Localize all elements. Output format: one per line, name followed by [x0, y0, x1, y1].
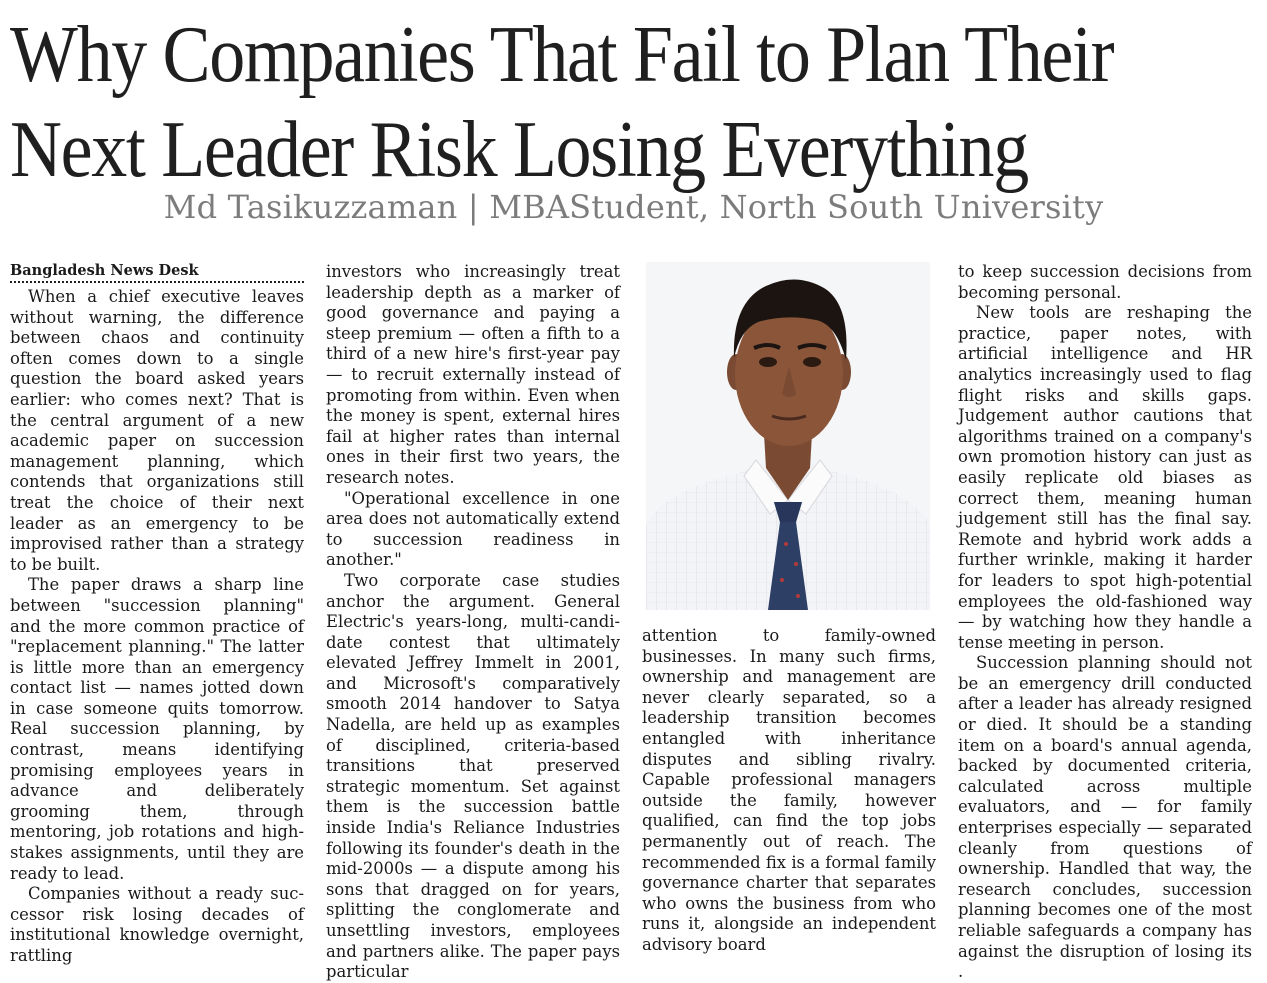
headline-line-2: Next Leader Risk Losing Everything — [10, 106, 1028, 194]
headline-line-1: Why Companies That Fail to Plan Their — [10, 11, 1114, 99]
article-headline — [10, 8, 1135, 198]
author-photo — [646, 262, 930, 610]
paragraph: Companies without a ready successor risk losing decades of institutional knowledge overnight, rattling — [10, 884, 304, 965]
paragraph: New tools are reshaping the practice, paper notes, with artificial intelligence and HR analytics increasingly used to flag flight risks and skills gaps. Judgement author cautions that algorithms trained on a company's own promotion history can just as easily replicate old biases as correct them, meaning human judgement still has the final say. Remote and hybrid work adds a further wrinkle, making it harder for leaders to spot high-potential employees the old-fashioned way — by watching how they handle a tense meeting in person. — [958, 303, 1252, 652]
paragraph: investors who increasingly treat leadership depth as a marker of good governance and paying a steep premium — often a fifth to a third of a new hire's first-year pay — to recruit externally instead of promoting from within. Even when the money is spent, external hires fail at higher rates than internal ones in their first two years, the research notes. — [326, 262, 620, 487]
paragraph: to keep succession decisions from becoming personal. — [958, 262, 1252, 302]
article-column-2 — [326, 262, 620, 983]
article-column-1 — [10, 262, 304, 967]
pull-quote: "Operational excellence in one area does not automatically extend to succession readiness in another." — [326, 488, 620, 570]
article-column-3 — [642, 626, 936, 956]
paragraph: Succession planning should not be an emergency drill conducted after a leader has already resigned or died. It should be a standing item on a board's annual agenda, backed by documented criteria, calculated across multiple evaluators, and — for family enterprises especially — separated cleanly from questions of ownership. Handled that way, the research concludes, succession planning becomes one of the most reliable safeguards a company has against the disruption of losing its . — [958, 653, 1252, 982]
article-column-4 — [958, 262, 1252, 983]
paragraph: When a chief executive leaves without warning, the difference between chaos and continuity often comes down to a single question the board asked years earlier: who comes next? That is the central argument of a new academic paper on succession management planning, which contends that organizations still treat the choice of their next leader as an emergency to be improvised rather than a strategy to be built. — [10, 287, 304, 574]
author-byline: Md Tasikuzzaman | MBAStudent, North South University — [163, 188, 1104, 226]
news-desk-label: Bangladesh News Desk — [10, 262, 304, 283]
author-portrait-illustration — [646, 262, 930, 610]
paragraph: Two corporate case studies anchor the argument. General Electric's years-long, multi-candidate contest that ultimately elevated Jeffrey Immelt in 2001, and Microsoft's comparatively smooth 2014 handover to Satya Nadella, are held up as examples of disciplined, criteria-based transitions that preserved strategic momentum. Set against them is the succession battle inside India's Reliance Industries following its founder's death in the mid-2000s — a dispute among his sons that dragged on for years, splitting the conglomerate and unsettling investors, employees and partners alike. The paper pays particular — [326, 570, 620, 982]
paragraph: attention to family-owned businesses. In many such firms, ownership and management are never clearly separated, so a leadership transition becomes entangled with inheritance disputes and sibling rivalry. Capable professional managers outside the family, however qualified, can find the top jobs permanently out of reach. The recommended fix is a formal family governance charter that separates who owns the business from who runs it, alongside an independent advisory board — [642, 626, 936, 954]
paragraph: The paper draws a sharp line between "succession planning" and the more common practice of "replacement planning." The latter is little more than an emergency contact list — names jotted down in case someone quits tomorrow. Real succession planning, by contrast, means identifying promising employees years in advance and deliberately grooming them, through mentoring, job rotations and high-stakes assignments, until they are ready to lead. — [10, 575, 304, 883]
